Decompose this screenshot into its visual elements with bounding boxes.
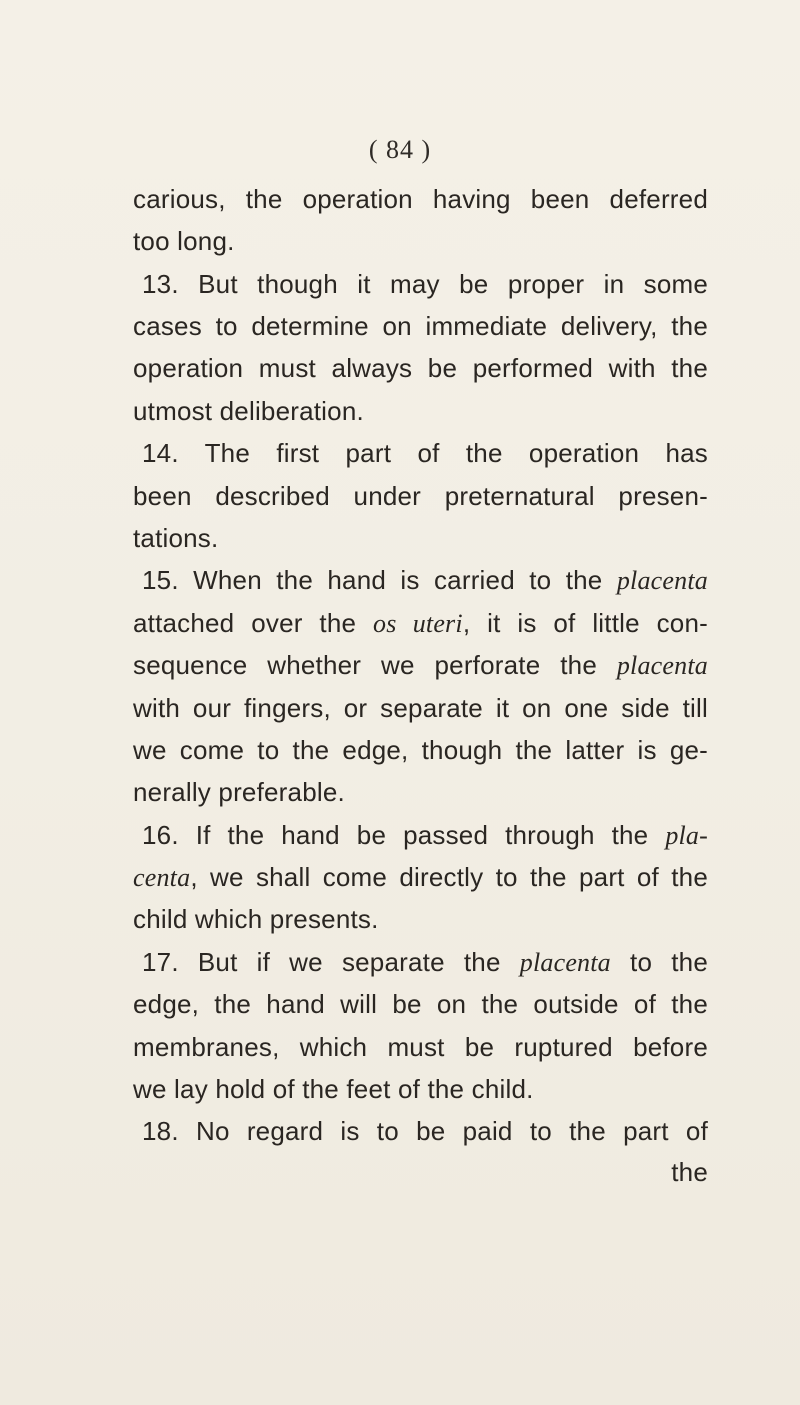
text-line: utmost deliberation. — [133, 396, 364, 426]
text-line: edge, the hand will be on the outside of the — [133, 989, 708, 1019]
text-line: nerally preferable. — [133, 777, 345, 807]
text-line: too long. — [133, 226, 235, 256]
text-line: centa, we shall come directly to the part of the — [133, 862, 708, 892]
paragraph-18-start: 18. No regard is to be paid to the part of — [142, 1116, 708, 1146]
text-line: sequence whether we perforate the placenta — [133, 650, 708, 680]
text-line: cases to determine on immediate delivery, the — [133, 311, 708, 341]
text-line: with our fingers, or separate it on one side till — [133, 693, 708, 723]
text-line: operation must always be performed with the — [133, 353, 708, 383]
page-number: ( 84 ) — [368, 135, 432, 164]
paragraph-13-start: 13. But though it may be proper in some — [142, 269, 708, 299]
text-line: we lay hold of the feet of the child. — [133, 1074, 534, 1104]
paragraph-16-start: 16. If the hand be passed through the pla- — [142, 820, 708, 850]
text-line: been described under preternatural presen- — [133, 481, 708, 511]
text-line: membranes, which must be ruptured before — [133, 1032, 708, 1062]
text-line: attached over the os uteri, it is of little con- — [133, 608, 708, 638]
text-line: carious, the operation having been deferred — [133, 184, 708, 214]
text-line: we come to the edge, though the latter is ge- — [133, 735, 708, 765]
text-line: tations. — [133, 523, 219, 553]
paragraph-14-start: 14. The first part of the operation has — [142, 438, 708, 468]
catchword: the — [671, 1157, 708, 1187]
paragraph-15-start: 15. When the hand is carried to the placenta — [142, 565, 708, 595]
paragraph-17-start: 17. But if we separate the placenta to the — [142, 947, 708, 977]
text-line: child which presents. — [133, 904, 379, 934]
